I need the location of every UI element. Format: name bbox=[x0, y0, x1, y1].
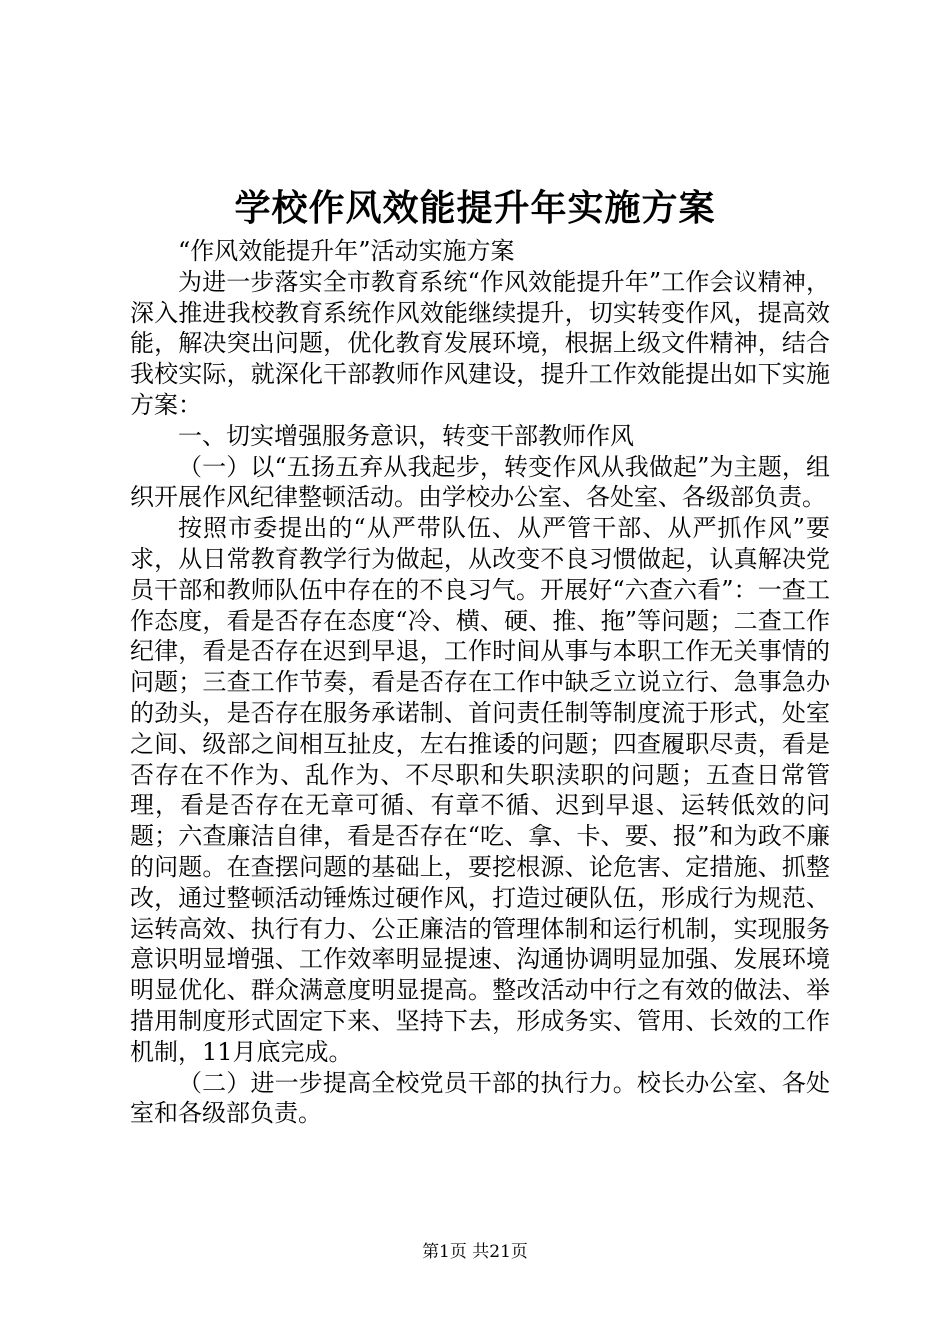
paragraph-intro: 为进一步落实全市教育系统“作风效能提升年”工作会议精神，深入推进我校教育系统作风效能继续提升，切实转变作风，提高效能，解决突出问题，优化教育发展环境，根据上级文件精神，结合我校实际，就深化干部教师作风建设，提升工作效能提出如下实施方案： bbox=[130, 267, 830, 419]
paragraph-six-checks: 按照市委提出的“从严带队伍、从严管干部、从严抓作风”要求，从日常教育教学行为做起，从改变不良习惯做起，认真解决党员干部和教师队伍中存在的不良习气。开展好“六查六看”：一查工作态度，看是否存在态度“冷、横、硬、推、拖”等问题；二查工作纪律，看是否存在迟到早退，工作时间从事与本职工作无关事情的问题；三查工作节奏，看是否存在工作中缺乏立说立行、急事急办的劲头，是否存在服务承诺制、首问责任制等制度流于形式，处室之间、级部之间相互扯皮，左右推诿的问题；四查履职尽责，看是否存在不作为、乱作为、不尽职和失职渎职的问题；五查日常管理，看是否存在无章可循、有章不循、迟到早退、运转低效的问题；六查廉洁自律，看是否存在“吃、拿、卡、要、报”和为政不廉的问题。在查摆问题的基础上，要挖根源、论危害、定措施、抓整改，通过整顿活动锤炼过硬作风，打造过硬队伍，形成行为规范、运转高效、执行有力、公正廉洁的管理体制和运行机制，实现服务意识明显增强、工作效率明显提速、沟通协调明显加强、发展环境明显优化、群众满意度明显提高。整改活动中行之有效的做法、举措用制度形式固定下来、坚持下去，形成务实、管用、长效的工作机制，11月底完成。 bbox=[130, 514, 830, 1066]
document-title: 学校作风效能提升年实施方案 bbox=[234, 187, 716, 229]
paragraph-item-1: （一）以“五扬五弃从我起步，转变作风从我做起”为主题，组织开展作风纪律整顿活动。由学校办公室、各处室、各级部负责。 bbox=[130, 452, 830, 512]
page-footer: 第1页 共21页 bbox=[422, 1242, 528, 1262]
document-subtitle: “作风效能提升年”活动实施方案 bbox=[178, 237, 515, 265]
document-body bbox=[130, 236, 830, 1129]
section-heading-1: 一、切实增强服务意识，转变干部教师作风 bbox=[178, 421, 634, 450]
paragraph-item-2: （二）进一步提高全校党员干部的执行力。校长办公室、各处室和各级部负责。 bbox=[130, 1068, 830, 1128]
